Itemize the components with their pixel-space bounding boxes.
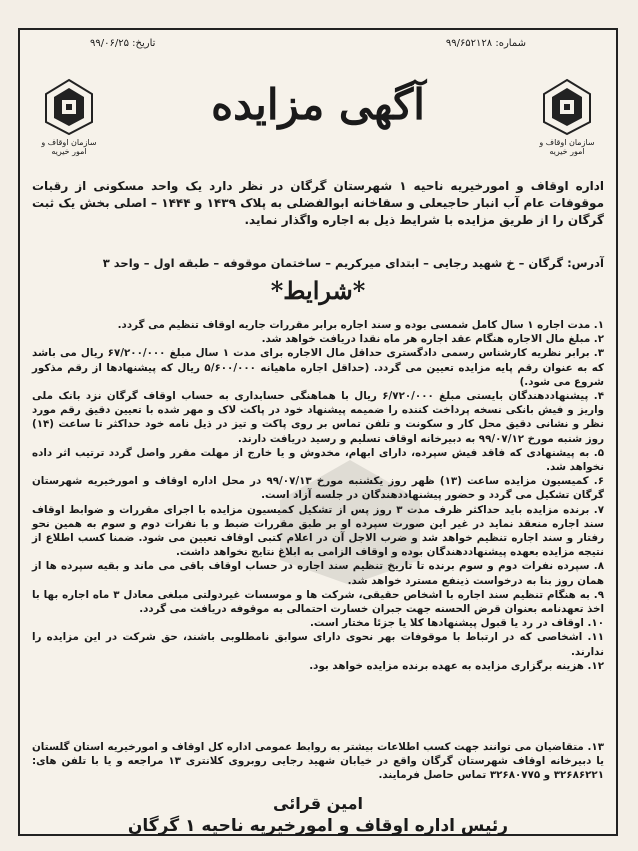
conditions-list: [32, 318, 604, 673]
notice-page: [18, 28, 618, 836]
endowment-logo-left: [34, 78, 104, 156]
org-name: سازمان اوقاف و امور خیریه: [41, 138, 97, 156]
endowment-logo-right: [532, 78, 602, 156]
conditions-heading: *شرایط*: [270, 276, 366, 305]
list-item: ۱. مدت اجاره ۱ سال کامل شمسی بوده و سند اجاره برابر مقررات جاریه اوقاف تنظیم می گردد.: [117, 319, 604, 331]
notice-date: تاریخ: ۹۹/۰۶/۲۵: [90, 38, 156, 49]
org-name: سازمان اوقاف و امور خیریه: [539, 138, 595, 156]
list-item: ۱۰. اوقاف در رد یا قبول پیشنهادها کلا یا جزئا مختار است.: [310, 617, 604, 630]
endowment-emblem-icon: [42, 78, 96, 136]
endowment-emblem-icon: [540, 78, 594, 136]
list-item: ۷. برنده مزایده باید حداکثر ظرف مدت ۳ روز پس از تشکیل کمیسیون مزایده با اجرای مقررات و ضوابط اوقاف سند اجاره منعقد نماید در غیر این صورت سپرده او بر طبق مقررات ضبط و با نفرات دوم و سوم به همین نحو رفتار و سند اجاره تنظیم خواهد شد و ضرب الاجل آن در اعلام کتبی اوقاف تعیین می شود. ضمنا کسب اطلاع از نتیجه مزایده بعهده پیشنهاددهندگان بوده و اوقاف الزامی به ابلاغ نتایج نخواهد داشت.: [32, 503, 604, 559]
intro-paragraph: اداره اوقاف و امورخیریه ناحیه ۱ شهرستان گرگان در نظر دارد یک واحد مسکونی از رقبات موقوفات عام آب انبار حاجیعلی و سقاخانه ابوالفضلی به پلاک ۱۴۳۹ و ۱۴۴۴ – اصلی بخش یک ثبت گرگان را از طریق مزایده با شرایط ذیل به اجاره واگذار نماید.: [32, 179, 605, 227]
list-item: ۹. به هنگام تنظیم سند اجاره با اشخاص حقیقی، شرکت ها و موسسات غیردولتی مبلغی معادل ۳ ماه اجاره بها با اخذ تعهدنامه بعنوان قرض الحسنه جهت جبران خسارت احتمالی به موقوفه دریافت می گردد.: [32, 588, 604, 616]
contact-note: ۱۳. متقاضیان می توانند جهت کسب اطلاعات بیشتر به روابط عمومی اداره کل اوقاف و امورخیریه استان گلستان یا دبیرخانه اوقاف شهرستان گرگان واقع در خیابان شهید رجایی روبروی کلانتری ۱۳ مراجعه و یا با تلفن های: ۳۲۶۸۶۲۲۱ و ۳۲۶۸۰۷۷۵ تماس حاصل فرمایند.: [32, 741, 604, 782]
list-item: ۵. به پیشنهادی که فاقد فیش سپرده، دارای ابهام، مخدوش و یا خارج از مهلت مقرر واصل گردد ترتیب اثر داده نخواهد شد.: [32, 446, 604, 474]
signatory-title: رئیس اداره اوقاف و امورخیریه ناحیه ۱ گرگان: [127, 816, 509, 836]
notice-title: آگهی مزایده: [211, 80, 425, 129]
signatory-name: امین قرائی: [273, 794, 363, 813]
reference-number: شماره: ۹۹/۶۵۲۱۲۸: [445, 38, 526, 49]
list-item: ۱۲. هزینه برگزاری مزایده به عهده برنده مزایده خواهد بود.: [309, 659, 604, 672]
list-item: ۸. سپرده نفرات دوم و سوم برنده تا تاریخ تنظیم سند اجاره در حساب اوقاف باقی می ماند و بقیه سپرده ها از همان روز بنا به درخواست ذینفع مسترد خواهد شد.: [32, 560, 604, 587]
list-item: ۳. برابر نظریه کارشناس رسمی دادگستری حداقل مال الاجاره برای مدت ۱ سال مبلغ ۶۷/۲۰۰/۰۰۰ ریال می باشد که به عنوان رقم پایه مزایده تعیین می گردد. (حداقل اجاره ماهیانه ۵/۶۰۰/۰۰۰ ریال که پیشنهادها از رقم مذکور شروع می شود.): [32, 347, 604, 388]
list-item: ۱۱. اشخاصی که در ارتباط با موقوفات بهر نحوی دارای سوابق نامطلوبی باشند، حق شرکت در این مزایده را ندارند.: [32, 631, 604, 658]
header-meta: [30, 38, 606, 54]
list-item: ۲. مبلغ مال الاجاره هنگام عقد اجاره هر ماه نقدا دریافت خواهد شد.: [261, 333, 604, 346]
list-item: ۴. پیشنهاددهندگان بایستی مبلغ ۶/۷۲۰/۰۰۰ ریال با هماهنگی حسابداری به حساب اوقاف گرگان نزد بانک ملی واریز و فیش بانکی نسخه پرداخت کننده را ضمیمه پیشنهاد خود در پاکت لاک و مهر شده با تعیین دقیق رقم مورد نظر و نشانی دقیق محل کار و سکونت و تلفن تماس بر روی پاکت و تیز در ذیل نامه خود حداکثر تا ساعت (۱۴) روز شنبه مورخ ۹۹/۰۷/۱۲ به دبیرخانه اوقاف تسلیم و رسید دریافت دارند.: [32, 390, 604, 445]
list-item: ۶. کمیسیون مزایده ساعت (۱۳) ظهر روز یکشنبه مورخ ۹۹/۰۷/۱۳ در محل اداره اوقاف و امورخیریه شهرستان گرگان تشکیل می گردد و حضور پیشنهاددهندگان در جلسه آزاد است.: [32, 475, 605, 502]
address-line: آدرس: گرگان – خ شهید رجایی – ابتدای میرکریم – ساختمان موقوفه – طبقه اول – واحد ۳: [102, 256, 604, 270]
